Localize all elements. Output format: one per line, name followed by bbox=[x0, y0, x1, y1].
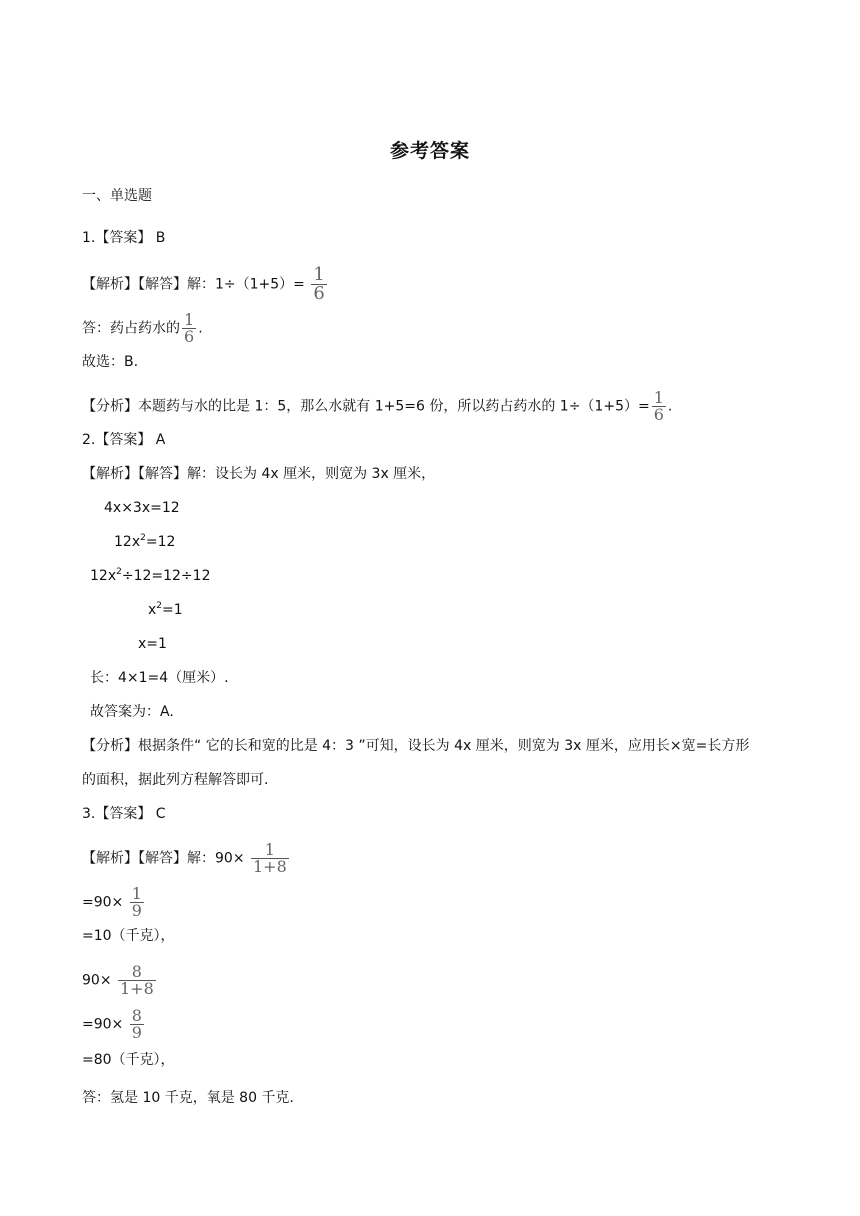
q3-fraction-2: $\frac{1}{9}$ bbox=[131, 884, 142, 920]
q1-explanation-text: 【解析】【解答】解：1÷（1+5）= bbox=[82, 276, 310, 293]
q2-equation-5: x=1 bbox=[138, 636, 167, 652]
q3-step-5: =90× $\frac{8}{9}$ bbox=[82, 1006, 142, 1042]
q1-conclusion-fraction: $\frac{1}{6}$ bbox=[184, 310, 195, 346]
q1-conclusion-text: 答：药占药水的 bbox=[82, 320, 180, 337]
section-heading: 一、单选题 bbox=[82, 188, 152, 204]
q3-fraction-3: $\frac{8}{1+8}$ bbox=[120, 962, 154, 998]
q1-choice: 故选：B. bbox=[82, 354, 139, 370]
q1-explanation bbox=[82, 266, 329, 303]
q3-step-1: 【解析】【解答】解：90× $\frac{1}{1+8}$ bbox=[82, 840, 287, 876]
q3-conclusion: 答：氢是 10 千克，氧是 80 千克. bbox=[82, 1090, 294, 1106]
q3-step-2: =90× $\frac{1}{9}$ bbox=[82, 884, 142, 920]
q2-explanation: 【解析】【解答】解：设长为 4x 厘米，则宽为 3x 厘米， bbox=[82, 466, 436, 482]
q3-step-4: 90× $\frac{8}{1+8}$ bbox=[82, 962, 154, 998]
q1-analysis-fraction: $\frac{1}{6}$ bbox=[653, 388, 664, 424]
q2-answer: 2.【答案】 A bbox=[82, 432, 166, 448]
q1-conclusion: 答：药占药水的 $\frac{1}{6}$ . bbox=[82, 310, 203, 346]
q3-fraction-4: $\frac{8}{9}$ bbox=[131, 1006, 142, 1042]
q2-equation-2: $12x^2=12$ bbox=[114, 533, 176, 550]
q3-step-3: =10（千克）， bbox=[82, 928, 175, 944]
q2-equation-1: 4x×3x=12 bbox=[104, 500, 180, 516]
q3-fraction-1: $\frac{1}{1+8}$ bbox=[253, 840, 287, 876]
q2-equation-3: $12x^2\div 12=12\div 12$ bbox=[90, 567, 211, 584]
q3-step-6: =80（千克）， bbox=[82, 1052, 175, 1068]
q2-equation-4: $x^2=1$ bbox=[148, 601, 183, 618]
q2-analysis-line-2: 的面积，据此列方程解答即可. bbox=[82, 772, 269, 788]
q2-analysis-line-1: 【分析】根据条件“ 它的长和宽的比是 4：3 ”可知，设长为 4x 厘米，则宽为 3x 厘米，应用长×宽=长方形 bbox=[82, 738, 750, 754]
q1-answer: 1.【答案】 B bbox=[82, 230, 166, 246]
q1-analysis-text: 【分析】本题药与水的比是 1：5，那么水就有 1+5=6 份，所以药占药水的 1÷（1+5）= bbox=[82, 398, 650, 415]
q1-fraction: $\frac{1}{6}$ bbox=[313, 264, 325, 304]
q2-length: 长：4×1=4（厘米）. bbox=[90, 670, 229, 686]
q1-analysis: 【分析】本题药与水的比是 1：5，那么水就有 1+5=6 份，所以药占药水的 1÷（1+5）= $\frac{1}{6}$ . bbox=[82, 388, 673, 424]
q3-answer: 3.【答案】 C bbox=[82, 806, 166, 822]
q2-final: 故答案为：A. bbox=[90, 704, 174, 720]
page-title: 参考答案 bbox=[389, 140, 470, 162]
